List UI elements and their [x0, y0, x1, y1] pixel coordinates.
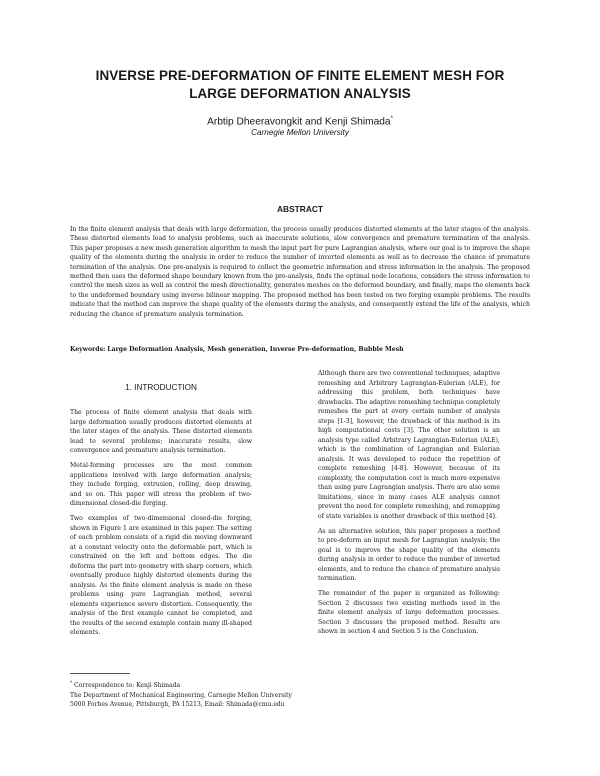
title-line-1: INVERSE PRE-DEFORMATION OF FINITE ELEMENT MESH FOR	[95, 68, 505, 83]
paragraph: The remainder of the paper is organized as following: Section 2 discusses two existing methods used in the finite element analysis of large deformation processes. Section 3 discusses the proposed method. Results are shown in section 4 and Section 5 is the Conclusion.	[318, 590, 500, 635]
keywords-list: Large Deformation Analysis, Mesh generation, Inverse Pre-deformation, Bubble Mesh	[107, 346, 404, 353]
paragraph: As an alternative solution, this paper proposes a method to pre-deform an input mesh for Lagrangian analysis; the goal is to improve the shape quality of the elements during analysis in order to reduce the number of inverted elements, and to reduce the chance of premature analysis termination.	[318, 527, 500, 582]
abstract-heading: ABSTRACT	[276, 204, 324, 214]
footnote-line-3: 5000 Forbes Avenue, Pittsburgh, PA 15213, Email: Shimada@cmu.edu	[70, 701, 285, 708]
keywords-label: Keywords:	[70, 346, 106, 353]
footnote-mark: *	[70, 681, 73, 686]
keywords-line	[70, 345, 530, 354]
author-names: Arbtip Dheeravongkit and Kenji Shimada	[207, 116, 391, 128]
paragraph: Metal-forming processes are the most common applications involved with large deformation analysis; they include forging, extrusion, rolling, deep drawing, and so on. This paper will stress the problem of two-dimensional closed-die forging.	[70, 462, 252, 507]
footnote-line-1	[70, 679, 370, 691]
paper-title	[60, 67, 540, 103]
affiliation: Carnegie Mellon University	[251, 128, 349, 137]
footnote-correspondence: Correspondence to: Kenji Shimada	[74, 682, 181, 689]
right-column	[318, 369, 500, 642]
paragraph: Although there are two conventional techniques, adaptive remeshing and Arbitrary Lagrangian-Eulerian (ALE), for addressing this problem, both techniques have drawbacks. The adaptive remeshing technique completely remeshes the part at every certain number of analysis steps [1-3], however, the drawback of this method is its high computational costs [3]. The other solution is an analysis type called Arbitrary Lagrangian-Eulerian (ALE), which is the combination of Lagrangian and Eulerian analysis. It was developed to reduce the repetition of complete remeshing [4-8]. However, because of its complexity, the computation cost is much more expensive than using pure Lagrangian analysis. There are also some limitations, since in many cases ALE analysis cannot prevent the need for complete remeshing, and remapping of state variables is another drawback of this method [4].	[318, 370, 500, 520]
footnote-line-2: The Department of Mechanical Engineering, Carnegie Mellon University	[70, 691, 292, 699]
footnote-divider	[70, 673, 130, 674]
section-heading-introduction: 1. INTRODUCTION	[125, 383, 197, 392]
left-column	[70, 408, 252, 643]
author-footnote-mark: *	[390, 116, 393, 122]
footnote	[70, 679, 370, 710]
paragraph: Two examples of two-dimensional closed-die forging, shown in Figure 1 are examined in this paper. The setting of each problem consists of a rigid die moving downward at a constant velocity onto the deformable part, which is constrained on the left and bottom edges. The die deforms the part into geometry with sharp corners, which eventually produce highly distorted elements during the analysis. As the finite element analysis is made on these problems using pure Lagrangian method, several elements experience severe distortion. Consequently, the analysis of the first example cannot be completed, and the results of the second example contain many ill-shaped elements.	[70, 515, 252, 636]
paragraph: The process of finite element analysis that deals with large deformation usually produces distorted elements at the later stages of the analysis. These distorted elements lead to several problems; inaccurate results, slow convergence and premature analysis termination.	[70, 409, 252, 454]
title-line-2: LARGE DEFORMATION ANALYSIS	[189, 86, 411, 101]
abstract-text: In the finite element analysis that deals with large deformation, the process usually produces distorted elements at the later stages of the analysis. These distorted elements lead to analysis problems, such as inaccurate solutions, slow convergence and premature termination of the analysis. This paper proposes a new mesh generation algorithm to mesh the input part for pure Lagrangian analysis, where our goal is to improve the shape quality of the elements during the analysis in order to reduce the number of inverted elements as well as to decrease the chance of premature termination of the analysis. One pre-analysis is required to collect the geometric information and stress information in the analysis. The proposed method then uses the deformed shape boundary known from the pre-analysis, finds the optimal node locations, considers the stress information to control the mesh sizes as well as control the mesh directionality, generates meshes on the deformed boundary, and finally, maps the elements back to the undeformed boundary using inverse bilinear mapping. The proposed method has been tested on two forging example problems. The results indicate that the method can improve the shape quality of the elements during the analysis, and consequently extend the life of the analysis, which reducing the chance of premature analysis termination.	[70, 226, 530, 318]
